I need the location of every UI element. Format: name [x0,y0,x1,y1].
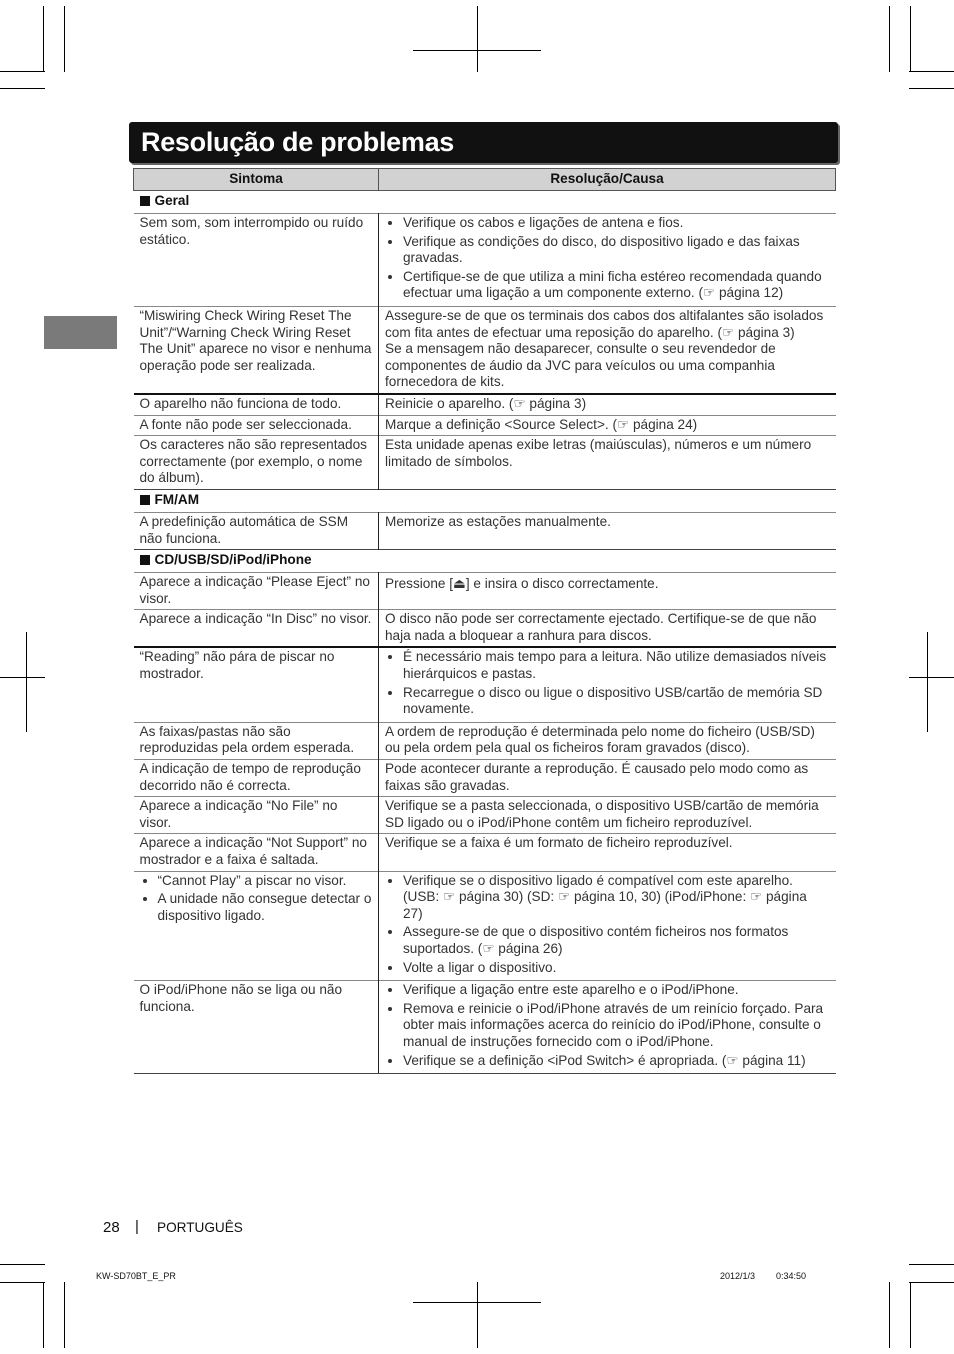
resolution-text: Assegure-se de que os terminais dos cabos dos altifalantes são isolados com fita antes de efectuar uma reposição do aparelho. (☞ página 3) [385,307,824,340]
table-row [134,394,836,415]
list-item: • Volte a ligar o dispositivo. [403,960,830,977]
table-row [134,871,836,981]
section-row [134,489,836,512]
crop-mark [927,632,928,732]
footer-separator: | [135,1218,139,1235]
page-number: 28 [103,1219,120,1236]
list-item: • Verifique a ligação entre este aparelho e o iPod/iPhone. [403,982,830,999]
resolution-cell: Verifique se a faixa é um formato de ficheiro reproduzível. [379,834,836,871]
print-date: 2012/1/3 [720,1271,756,1281]
crop-mark [909,88,954,89]
file-code: KW-SD70BT_E_PR [96,1271,176,1281]
symptom-cell: “Reading” não pára de piscar no mostrador. [134,647,379,722]
crop-mark [43,1282,44,1348]
title-bar [129,122,838,163]
resolution-cell: Pode acontecer durante a reprodução. É causado pelo modo como as faixas são gravadas. [379,760,836,797]
square-bullet-icon [140,555,150,565]
list-item: • Verifique as condições do disco, do dispositivo ligado e das faixas gravadas. [403,234,830,267]
square-bullet-icon [140,495,150,505]
crop-mark [64,6,65,72]
table-header-row [134,169,836,191]
crop-mark [0,88,45,89]
footer-language: PORTUGUÊS [157,1220,243,1235]
crop-mark [26,632,27,732]
crop-mark [413,1302,541,1303]
symptom-cell: Aparece a indicação “In Disc” no visor. [134,610,379,648]
crop-mark [910,1282,911,1348]
resolution-cell [379,306,836,393]
symptom-cell: A fonte não pode ser seleccionada. [134,415,379,436]
table-row [134,760,836,797]
table-row [134,981,836,1074]
section-title: Geral [154,193,190,208]
crop-mark [909,71,954,72]
table-row [134,797,836,834]
table-row [134,573,836,610]
resolution-cell: Memorize as estações manualmente. [379,512,836,549]
resolution-cell [379,214,836,307]
list-item: • É necessário mais tempo para a leitura. Não utilize demasiados níveis hierárquicos e pastas. [403,649,830,682]
resolution-cell [379,647,836,722]
section-cd [134,550,836,573]
crop-mark [413,50,541,51]
symptom-cell: Aparece a indicação “Not Support” no mostrador e a faixa é saltada. [134,834,379,871]
crop-mark [910,6,911,72]
crop-mark [0,1264,45,1265]
list-item: • Verifique se a definição <iPod Switch> é apropriada. (☞ página 11) [403,1053,830,1070]
resolution-cell: Esta unidade apenas exibe letras (maiúsculas), números e um número limitado de símbolos. [379,436,836,490]
square-bullet-icon [140,196,150,206]
page-title: Resolução de problemas [141,127,454,157]
table-row [134,214,836,307]
crop-mark [889,6,890,72]
symptom-cell: Os caracteres não são representados correctamente (por exemplo, o nome do álbum). [134,436,379,490]
crop-mark [909,1282,954,1283]
resolution-cell [379,871,836,981]
section-geral [134,191,836,214]
language-tab-marker [44,316,117,349]
table-row [134,415,836,436]
resolution-cell: A ordem de reprodução é determinada pelo nome do ficheiro (USB/SD) ou pela ordem pela qual os ficheiros foram gravados (disco). [379,722,836,759]
symptom-cell [134,871,379,981]
crop-mark [0,677,45,678]
table-row [134,512,836,549]
symptom-cell: A predefinição automática de SSM não funciona. [134,512,379,549]
symptom-cell: Aparece a indicação “Please Eject” no visor. [134,573,379,610]
crop-mark [477,6,478,72]
crop-mark [477,1282,478,1348]
resolution-cell: Marque a definição <Source Select>. (☞ página 24) [379,415,836,436]
list-item: • Verifique os cabos e ligações de antena e fios. [403,215,830,232]
resolution-text: Se a mensagem não desaparecer, consulte o seu revendedor de componentes de áudio da JVC para veículos ou uma companhia fornecedora de kits. [385,341,776,390]
table-row [134,436,836,490]
resolution-cell: Verifique se a pasta seleccionada, o dispositivo USB/cartão de memória SD ligado ou o iPod/iPhone contêm um ficheiro reproduzível. [379,797,836,834]
symptom-cell: “Miswiring Check Wiring Reset The Unit”/“Warning Check Wiring Reset The Unit” aparece no visor e nenhuma operação pode ser realizada. [134,306,379,393]
resolution-cell: O disco não pode ser correctamente ejectado. Certifique-se de que não haja nada a bloquear a ranhura para discos. [379,610,836,648]
troubleshooting-table [133,168,836,1074]
table-row [134,834,836,871]
list-item: • A unidade não consegue detectar o dispositivo ligado. [158,891,373,924]
table-row [134,306,836,393]
list-item: • Assegure-se de que o dispositivo contém ficheiros nos formatos suportados. (☞ página 26) [403,924,830,957]
resolution-cell [379,981,836,1074]
crop-mark [0,71,45,72]
resolution-cell: Pressione [⏏] e insira o disco correctamente. [379,573,836,610]
symptom-cell: A indicação de tempo de reprodução decorrido não é correcta. [134,760,379,797]
section-fmam [134,489,836,512]
crop-mark [64,1282,65,1348]
crop-mark [889,1282,890,1348]
table-row [134,647,836,722]
symptom-cell: As faixas/pastas não são reproduzidas pela ordem esperada. [134,722,379,759]
symptom-cell: Aparece a indicação “No File” no visor. [134,797,379,834]
table-row [134,610,836,648]
list-item: • Recarregue o disco ou ligue o dispositivo USB/cartão de memória SD novamente. [403,685,830,718]
symptom-cell: O iPod/iPhone não se liga ou não funciona. [134,981,379,1074]
print-time: 0:34:50 [776,1271,807,1281]
section-row [134,191,836,214]
list-item: • Verifique se o dispositivo ligado é compatível com este aparelho. (USB: ☞ página 30) (SD: ☞ página 10, 30) (iPod/iPhone: ☞ página 27) [403,873,830,923]
table-row [134,722,836,759]
section-title: CD/USB/SD/iPod/iPhone [154,552,312,568]
list-item: • Remova e reinicie o iPod/iPhone através de um reinício forçado. Para obter mais informações acerca do reinício do iPod/iPhone, consulte o manual de instruções fornecido com o iPod/iPhone. [403,1001,830,1051]
header-symptom: Sintoma [134,169,379,191]
crop-mark [909,1264,954,1265]
list-item: • “Cannot Play” a piscar no visor. [158,873,373,890]
section-title: FM/AM [154,491,200,507]
resolution-cell: Reinicie o aparelho. (☞ página 3) [379,394,836,415]
crop-mark [43,6,44,72]
section-row [134,550,836,573]
symptom-cell: Sem som, som interrompido ou ruído estático. [134,214,379,307]
crop-mark [0,1282,45,1283]
list-item: • Certifique-se de que utiliza a mini ficha estéreo recomendada quando efectuar uma ligação a um componente externo. (☞ página 12) [403,269,830,302]
header-resolution: Resolução/Causa [379,169,836,191]
symptom-cell: O aparelho não funciona de todo. [134,394,379,415]
crop-mark [909,677,954,678]
